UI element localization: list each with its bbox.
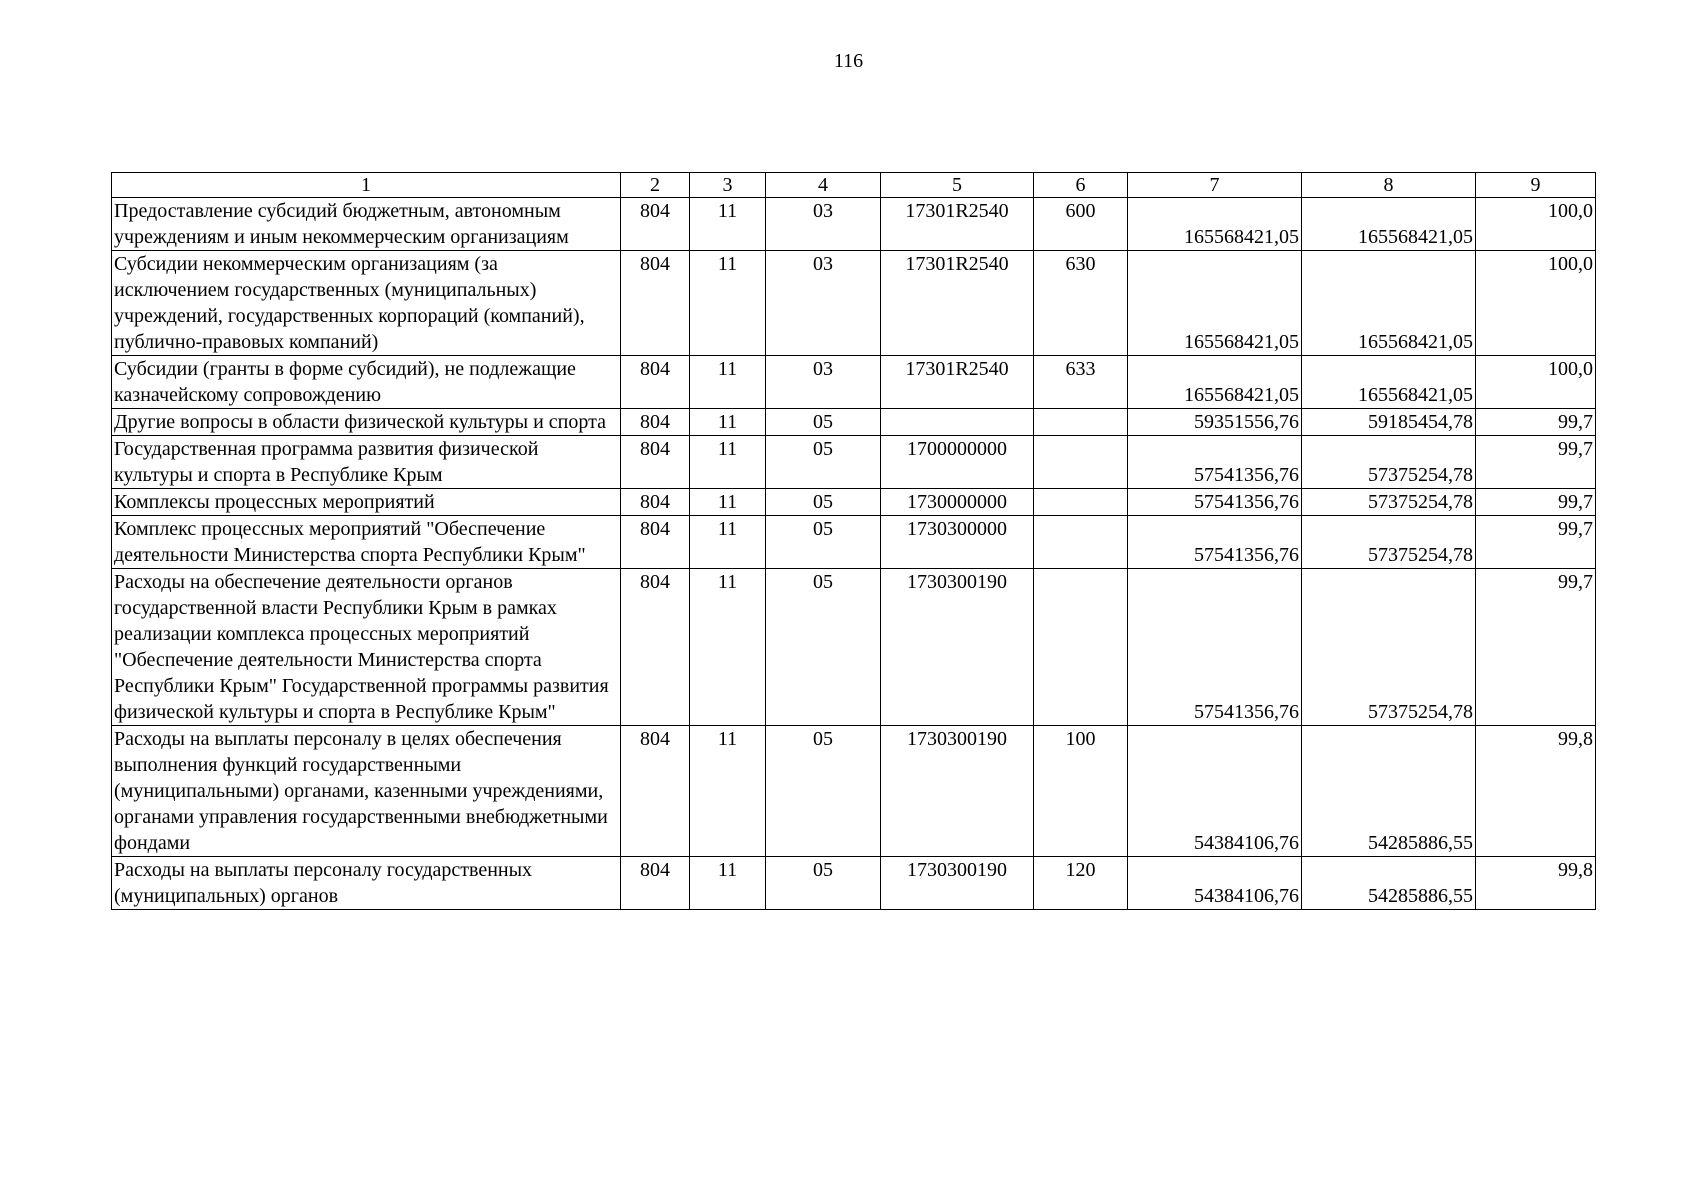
execution-percent: 99,8 xyxy=(1476,857,1596,910)
table-row xyxy=(112,356,1596,409)
table-row xyxy=(112,489,1596,516)
executed-amount: 57375254,78 xyxy=(1302,489,1476,516)
planned-amount: 59351556,76 xyxy=(1128,409,1302,436)
section-code: 11 xyxy=(690,489,766,516)
header-row xyxy=(112,173,1596,198)
ministry-code: 804 xyxy=(621,356,690,409)
subsection-code: 05 xyxy=(766,516,881,569)
ministry-code: 804 xyxy=(621,251,690,356)
planned-amount: 165568421,05 xyxy=(1128,251,1302,356)
header-cell: 6 xyxy=(1034,173,1128,198)
ministry-code: 804 xyxy=(621,857,690,910)
executed-amount: 59185454,78 xyxy=(1302,409,1476,436)
execution-percent: 99,7 xyxy=(1476,489,1596,516)
subsection-code: 03 xyxy=(766,198,881,251)
expense-type-code: 600 xyxy=(1034,198,1128,251)
subsection-code: 05 xyxy=(766,857,881,910)
planned-amount: 57541356,76 xyxy=(1128,569,1302,726)
expense-type-code: 630 xyxy=(1034,251,1128,356)
header-cell: 9 xyxy=(1476,173,1596,198)
budget-table xyxy=(111,172,1596,910)
row-description: Комплекс процессных мероприятий "Обеспечение деятельности Министерства спорта Республики Крым" xyxy=(112,516,621,569)
header-cell: 2 xyxy=(621,173,690,198)
section-code: 11 xyxy=(690,251,766,356)
planned-amount: 57541356,76 xyxy=(1128,436,1302,489)
subsection-code: 03 xyxy=(766,356,881,409)
execution-percent: 99,8 xyxy=(1476,726,1596,857)
row-description: Расходы на выплаты персоналу государственных (муниципальных) органов xyxy=(112,857,621,910)
page-number: 116 xyxy=(833,50,864,72)
target-article-code: 17301R2540 xyxy=(881,356,1034,409)
ministry-code: 804 xyxy=(621,436,690,489)
expense-type-code xyxy=(1034,409,1128,436)
expense-type-code xyxy=(1034,569,1128,726)
section-code: 11 xyxy=(690,356,766,409)
section-code: 11 xyxy=(690,726,766,857)
table-row xyxy=(112,436,1596,489)
row-description: Другие вопросы в области физической культуры и спорта xyxy=(112,409,621,436)
row-description: Государственная программа развития физической культуры и спорта в Республике Крым xyxy=(112,436,621,489)
subsection-code: 05 xyxy=(766,726,881,857)
section-code: 11 xyxy=(690,569,766,726)
ministry-code: 804 xyxy=(621,516,690,569)
header-cell: 5 xyxy=(881,173,1034,198)
expense-type-code: 100 xyxy=(1034,726,1128,857)
planned-amount: 54384106,76 xyxy=(1128,857,1302,910)
expense-type-code xyxy=(1034,489,1128,516)
planned-amount: 165568421,05 xyxy=(1128,356,1302,409)
execution-percent: 99,7 xyxy=(1476,409,1596,436)
ministry-code: 804 xyxy=(621,489,690,516)
planned-amount: 165568421,05 xyxy=(1128,198,1302,251)
table-row xyxy=(112,857,1596,910)
subsection-code: 05 xyxy=(766,569,881,726)
row-description: Расходы на обеспечение деятельности органов государственной власти Республики Крым в рамках реализации комплекса процессных мероприятий "Обеспечение деятельности Министерства спорта Республики Крым" Государственной программы развития физической культуры и спорта в Республике Крым" xyxy=(112,569,621,726)
target-article-code: 1730000000 xyxy=(881,489,1034,516)
table-row xyxy=(112,251,1596,356)
target-article-code: 1730300190 xyxy=(881,569,1034,726)
target-article-code: 1700000000 xyxy=(881,436,1034,489)
executed-amount: 165568421,05 xyxy=(1302,198,1476,251)
target-article-code xyxy=(881,409,1034,436)
header-cell: 3 xyxy=(690,173,766,198)
target-article-code: 1730300000 xyxy=(881,516,1034,569)
execution-percent: 99,7 xyxy=(1476,436,1596,489)
ministry-code: 804 xyxy=(621,198,690,251)
section-code: 11 xyxy=(690,409,766,436)
executed-amount: 57375254,78 xyxy=(1302,436,1476,489)
row-description: Расходы на выплаты персоналу в целях обеспечения выполнения функций государственными (муниципальными) органами, казенными учреждениями, органами управления государственными внебюджетными фондами xyxy=(112,726,621,857)
table-row xyxy=(112,409,1596,436)
table-row xyxy=(112,516,1596,569)
row-description: Субсидии некоммерческим организациям (за исключением государственных (муниципальных) учреждений, государственных корпораций (компаний), публично-правовых компаний) xyxy=(112,251,621,356)
ministry-code: 804 xyxy=(621,726,690,857)
header-cell: 4 xyxy=(766,173,881,198)
executed-amount: 165568421,05 xyxy=(1302,251,1476,356)
table-row xyxy=(112,726,1596,857)
header-cell: 8 xyxy=(1302,173,1476,198)
target-article-code: 1730300190 xyxy=(881,726,1034,857)
target-article-code: 17301R2540 xyxy=(881,198,1034,251)
header-cell: 1 xyxy=(112,173,621,198)
execution-percent: 99,7 xyxy=(1476,516,1596,569)
expense-type-code: 633 xyxy=(1034,356,1128,409)
section-code: 11 xyxy=(690,516,766,569)
row-description: Комплексы процессных мероприятий xyxy=(112,489,621,516)
target-article-code: 1730300190 xyxy=(881,857,1034,910)
section-code: 11 xyxy=(690,436,766,489)
row-description: Субсидии (гранты в форме субсидий), не подлежащие казначейскому сопровождению xyxy=(112,356,621,409)
ministry-code: 804 xyxy=(621,409,690,436)
executed-amount: 165568421,05 xyxy=(1302,356,1476,409)
executed-amount: 54285886,55 xyxy=(1302,857,1476,910)
table-row xyxy=(112,198,1596,251)
execution-percent: 100,0 xyxy=(1476,356,1596,409)
execution-percent: 100,0 xyxy=(1476,198,1596,251)
table-row xyxy=(112,569,1596,726)
subsection-code: 03 xyxy=(766,251,881,356)
section-code: 11 xyxy=(690,857,766,910)
ministry-code: 804 xyxy=(621,569,690,726)
execution-percent: 100,0 xyxy=(1476,251,1596,356)
target-article-code: 17301R2540 xyxy=(881,251,1034,356)
section-code: 11 xyxy=(690,198,766,251)
expense-type-code: 120 xyxy=(1034,857,1128,910)
row-description: Предоставление субсидий бюджетным, автономным учреждениям и иным некоммерческим организациям xyxy=(112,198,621,251)
planned-amount: 57541356,76 xyxy=(1128,516,1302,569)
executed-amount: 54285886,55 xyxy=(1302,726,1476,857)
executed-amount: 57375254,78 xyxy=(1302,569,1476,726)
planned-amount: 54384106,76 xyxy=(1128,726,1302,857)
executed-amount: 57375254,78 xyxy=(1302,516,1476,569)
subsection-code: 05 xyxy=(766,436,881,489)
subsection-code: 05 xyxy=(766,489,881,516)
header-cell: 7 xyxy=(1128,173,1302,198)
subsection-code: 05 xyxy=(766,409,881,436)
expense-type-code xyxy=(1034,436,1128,489)
planned-amount: 57541356,76 xyxy=(1128,489,1302,516)
expense-type-code xyxy=(1034,516,1128,569)
execution-percent: 99,7 xyxy=(1476,569,1596,726)
